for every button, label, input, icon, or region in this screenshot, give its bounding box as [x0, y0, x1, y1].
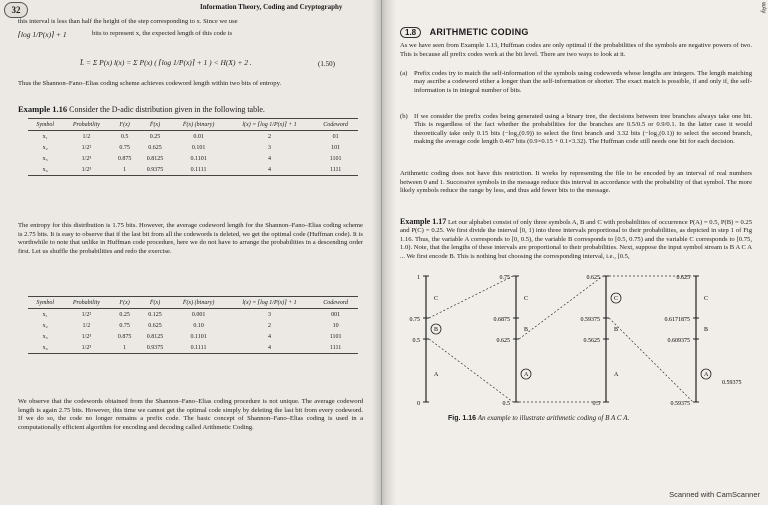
table-row [28, 153, 358, 164]
table-cell: 1/2³ [81, 166, 92, 173]
paragraph-huffman-optimal: As we have seen from Example 1.13, Huffman codes are only optimal if the probabilities of the symbols are negative powers of two. This is because all prefix codes work at the bit level. There are two ways to look at it. [400, 42, 752, 58]
table-cell: 0.75 [119, 322, 130, 329]
left-page [0, 0, 382, 505]
table1-header-6: Codeword [313, 119, 358, 131]
table2-header-5: l(x) = ⌈log 1/P(x)⌉ + 1 [226, 297, 313, 309]
page-number: 32 [4, 2, 28, 18]
example-label: Example 1.16 [18, 104, 68, 114]
table-row [28, 131, 358, 143]
step-top-value: 0.625 [586, 275, 600, 281]
table-cell: 0.25 [149, 133, 161, 140]
section-number: 1.8 [400, 27, 421, 38]
equation-1-50: L̄ = Σ P(x) l(x) = Σ P(x) ( ⌈log 1/P(x)⌉ + 1 ) < H(X) + 2 . [80, 58, 252, 67]
item-b-label: (b) [400, 113, 408, 120]
table-row [28, 331, 358, 342]
table2-header-4: F̄(x) (binary) [171, 297, 225, 309]
table1-header-2: F(x) [110, 119, 138, 131]
table-cell: 1/2³ [81, 155, 92, 162]
table-cell: 101 [331, 144, 341, 151]
table2-header-1: Probability [62, 297, 110, 309]
table-cell: x₃ [42, 333, 48, 340]
example-1-16-heading [18, 104, 363, 114]
table-cell: 2 [268, 322, 272, 329]
table-cell: 1 [123, 166, 127, 173]
zoom-line [429, 339, 513, 402]
table-row [28, 164, 358, 176]
table-cell: 0.625 [148, 144, 162, 151]
paragraph-arithmetic-coding: Arithmetic coding does not have this restriction. It works by representing the file to be encoded by an interval of real numbers between 0 and 1. Successive symbols in the message reduce this interval in accordance with the probability of that symbol. The more likely symbols reduce the range by less, and thus add fewer bits to the message. [400, 170, 752, 195]
table-cell: x₁ [42, 311, 48, 318]
example-text: Consider the D-adic distribution given in the following table. [69, 105, 265, 114]
step-b-boundary: 0.625 [496, 338, 510, 344]
dadic-table-2 [28, 296, 358, 354]
table-cell: 01 [332, 133, 339, 140]
table-cell: x₃ [42, 155, 48, 162]
intro-line-1: this interval is less than half the height of the step corresponding to x. Since we use [18, 18, 238, 25]
figure-caption-label: Fig. 1.16 [448, 415, 477, 422]
paragraph-entropy: Thus the Shannon–Fano–Elias coding scheme achieves codeword length within two bits of entropy. [18, 80, 282, 87]
step-bottom-value: 0.59375 [670, 401, 690, 407]
section-title: ARITHMETIC CODING [429, 27, 529, 37]
table-cell: 1111 [329, 344, 342, 351]
table-cell: x₂ [42, 322, 48, 329]
symbol-a-label: A [524, 372, 529, 378]
step-top-value: 0.625 [676, 275, 690, 281]
table-cell: 0.5 [120, 133, 129, 140]
zoom-line [429, 276, 513, 318]
running-head: Information Theory, Coding and Cryptography [200, 3, 343, 11]
table-cell: 1/2 [82, 133, 91, 140]
symbol-a-label: A [704, 372, 709, 378]
table-cell: 0.625 [148, 322, 162, 329]
table-cell: 1111 [329, 166, 342, 173]
table-cell: 10 [332, 322, 339, 329]
table-cell: 0.1101 [190, 333, 207, 340]
table-cell: 1/2² [81, 144, 92, 151]
table-cell: 1101 [329, 333, 342, 340]
table-cell: 4 [268, 333, 272, 340]
table1-header-0: Symbol [28, 119, 62, 131]
intro-line-2: bits to represent x, the expected length of this code is [92, 30, 233, 37]
table-cell: 2 [268, 133, 272, 140]
section-heading [400, 22, 529, 40]
step-b-boundary: 0.5 [412, 338, 420, 344]
table-cell: 3 [268, 311, 272, 318]
table-cell: x₄ [42, 166, 48, 173]
table-cell: 0.9375 [146, 344, 164, 351]
symbol-a-label: A [614, 372, 619, 378]
table1-header-3: F̄(x) [139, 119, 172, 131]
table2-header-6: Codeword [313, 297, 358, 309]
table-cell: 0.75 [119, 144, 130, 151]
table-row [28, 309, 358, 321]
dadic-table-1 [28, 118, 358, 176]
symbol-c-label: C [434, 296, 439, 302]
paragraph-arithmetic-intro: We observe that the codewords obtained from the Shannon–Fano–Elias coding procedure is not unique. The average codeword length is again 2.75 bits. However, this time we cannot get the optimal code simply by deleting the last bit from every codeword. If we do so, the code no longer remains a prefix code. The basic concept of Shannon–Fano–Elias coding is used in a computationally efficient algorithm for encoding and decoding called Arithmetic Coding. [18, 398, 363, 431]
zoom-line [609, 318, 693, 402]
table-cell: 0.9375 [146, 166, 164, 173]
step-c-boundary: 0.75 [409, 317, 420, 323]
item-a-text: Prefix codes try to match the self-information of the symbols using codewords whose lengths are integers. The length matching may ascribe a codeword either a longer than the self-information or shorter. The exact match is possible, if and only if, the self-information is in integral number of bits. [414, 70, 752, 94]
right-page [382, 0, 768, 505]
table-cell: 0.001 [191, 311, 206, 318]
table-cell: 0.875 [117, 333, 132, 340]
intro-eq-lhs: ⌈log 1/P(x)⌉ + 1 [18, 30, 67, 39]
step-bottom-value: 0 [417, 401, 420, 407]
table-cell: 0.125 [148, 311, 162, 318]
table-cell: 1/2² [81, 311, 92, 318]
symbol-b-label: B [434, 327, 439, 333]
table-cell: 0.25 [119, 311, 130, 318]
corner-text: wAy [760, 2, 766, 14]
step-top-value: 0.75 [499, 275, 510, 281]
symbol-c-label: C [704, 296, 709, 302]
symbol-b-label: B [524, 327, 529, 333]
figure-1-16 [396, 266, 766, 416]
figure-caption-text: An example to illustrate arithmetic coding of B A C A. [477, 414, 630, 422]
step-c-boundary: 0.59375 [580, 317, 600, 323]
table-cell: 0.101 [191, 144, 206, 151]
symbol-b-label: B [704, 327, 709, 333]
table-row [28, 142, 358, 153]
table-cell: 0.10 [193, 322, 204, 329]
table-cell: 0.8125 [146, 155, 164, 162]
item-b-text: If we consider the prefix codes being generated using a binary tree, the decisions between tree branches always take one bit. This is regardless of the fact whether the probabilities for the branches are 0.5/0.5 or 0.9/0.1. In the latter case it would theoretically take only 0.15 bits (−log₂(0.9)) to select the first branch and 3.32 bits (−log₂(0.1)) to select the second branch, making the average code length 0.467 bits (0.9×0.15 + 0.1×3.32). The Huffman code still needs one bit for each decision. [414, 113, 752, 146]
table-row [28, 342, 358, 354]
table-cell: 0.8125 [146, 333, 164, 340]
table2-header-2: F(x) [110, 297, 138, 309]
equation-number: (1.50) [318, 60, 335, 68]
table-cell: 0.1111 [190, 166, 207, 173]
table1-header-5: l(x) = ⌈log 1/P(x)⌉ + 1 [226, 119, 313, 131]
table-cell: 1/2³ [81, 344, 92, 351]
symbol-a-label: A [434, 372, 439, 378]
table-cell: 0.875 [117, 155, 132, 162]
table2-header-3: F̄(x) [139, 297, 172, 309]
table1-header-1: Probability [62, 119, 110, 131]
table-cell: 0.1101 [190, 155, 207, 162]
table-cell: 1/2 [82, 322, 91, 329]
book-gutter [372, 0, 396, 505]
step-c-boundary: 0.6875 [493, 317, 510, 323]
zoom-line [519, 276, 603, 339]
step-b-boundary: 0.609375 [667, 338, 690, 344]
figure-caption [448, 414, 629, 422]
table-row [28, 320, 358, 331]
table-cell: 001 [331, 311, 341, 318]
table-cell: x₁ [42, 133, 48, 140]
table-cell: 4 [268, 344, 272, 351]
table-cell: 1101 [329, 155, 342, 162]
paragraph-entropy-discussion: The entropy for this distribution is 1.75 bits. However, the average codeword length for the Shannon–Fano–Elias coding scheme is 2.75 bits. It is easy to observe that if the last bit from all the codewords is deleted, we get the optimal code (Huffman code). It is worthwhile to note that unlike in Huffman code procedure, here we do not have to arrange the probabilities in a descending order first. Let us shuffle the probabilities and redo the exercise. [18, 222, 363, 255]
step-b-boundary: 0.5625 [583, 338, 600, 344]
step-bottom-value: 0.5 [502, 401, 510, 407]
scanner-watermark: Scanned with CamScanner [669, 490, 760, 499]
table1-header-4: F̄(x) (binary) [171, 119, 225, 131]
step-bottom-value: 0.5 [592, 401, 600, 407]
step-top-value: 1 [417, 275, 420, 281]
final-value: 0.59375 [722, 380, 742, 386]
table-cell: 3 [268, 144, 272, 151]
symbol-c-label: C [614, 296, 619, 302]
symbol-b-label: B [614, 327, 619, 333]
example-1-17 [400, 218, 752, 261]
table-cell: 4 [268, 155, 272, 162]
symbol-c-label: C [524, 296, 529, 302]
item-a-label: (a) [400, 70, 408, 77]
table-cell: 1 [123, 344, 127, 351]
table-cell: 0.01 [193, 133, 204, 140]
table-cell: x₂ [42, 144, 48, 151]
table-cell: 1/2³ [81, 333, 92, 340]
table-cell: 0.1111 [190, 344, 207, 351]
table-cell: 4 [268, 166, 272, 173]
table-cell: x₄ [42, 344, 48, 351]
example-label: Example 1.17 [400, 217, 447, 226]
example-text: Let our alphabet consist of only three symbols A, B and C with probabilities of occurrence P(A) = 0.5, P(B) = 0.25 and P(C) = 0.25. We first divide the interval [0, 1) into three intervals proportional to their probabilities, as depicted in step 1 of Fig 1.16. Thus, the variable A corresponds to [0, 0.5), the variable B corresponds to [0.5, 0.75) and the variable C corresponds to [0.75, 1.0). Note, that the lengths of these intervals are proportional to their probabilities. Next, suppose the input symbol stream is B A C A ... We first encode B. This is nothing but choosing the corresponding interval, i.e., [0.5, [400, 219, 752, 260]
table2-header-0: Symbol [28, 297, 62, 309]
step-c-boundary: 0.6171875 [664, 317, 690, 323]
